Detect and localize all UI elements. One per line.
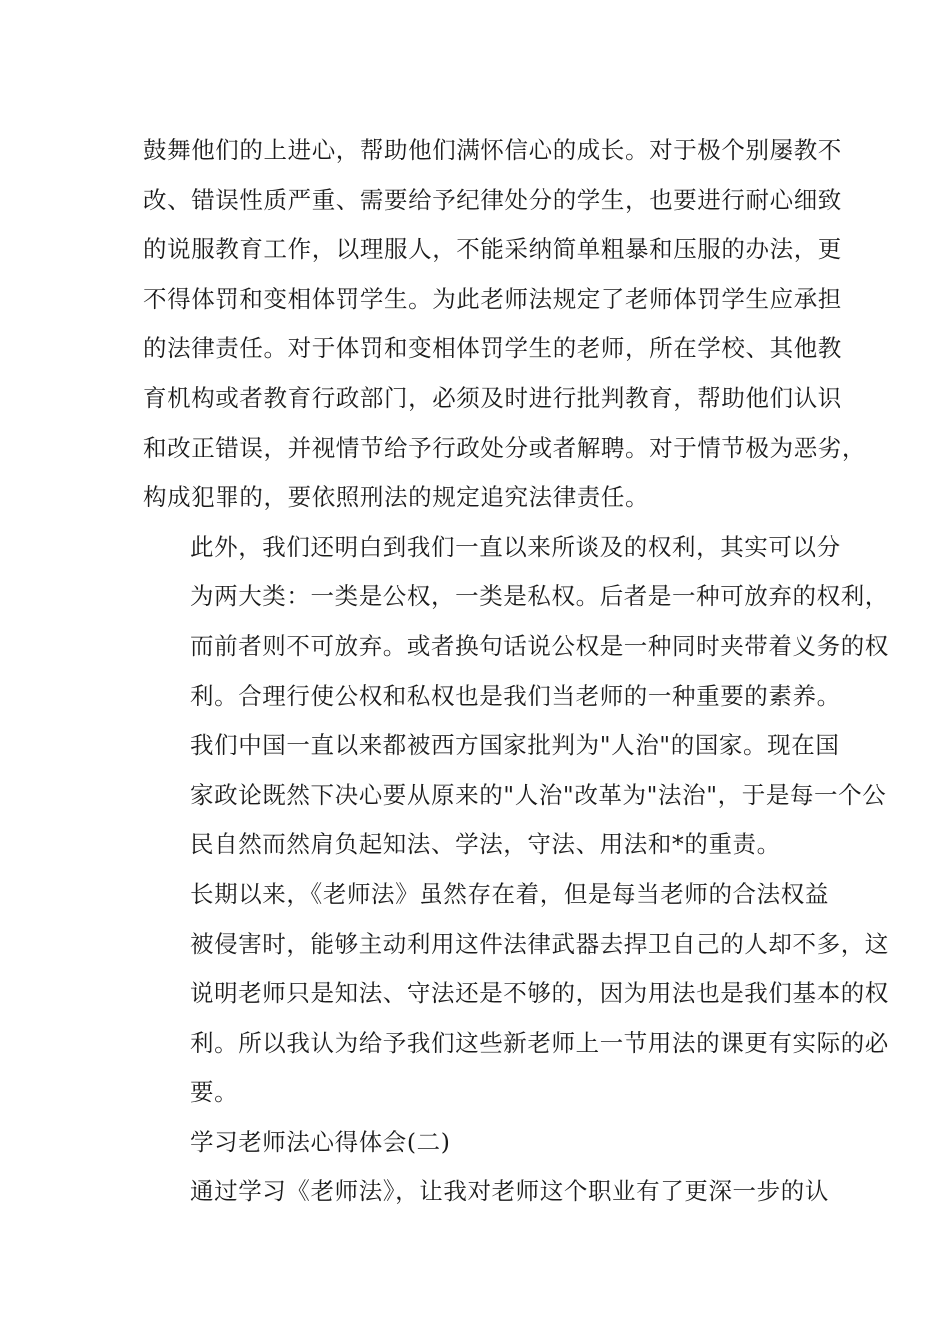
- text-line: 育机构或者教育行政部门，必须及时进行批判教育，帮助他们认识: [143, 383, 842, 412]
- paragraph-rule-of-law: [143, 721, 887, 870]
- text-line: 利。所以我认为给予我们这些新老师上一节用法的课更有实际的必: [190, 1028, 889, 1057]
- document-body: [143, 126, 889, 1217]
- text-line: 为两大类：一类是公权，一类是私权。后者是一种可放弃的权利，: [190, 582, 889, 611]
- text-line: 不得体罚和变相体罚学生。为此老师法规定了老师体罚学生应承担: [143, 284, 842, 313]
- text-line: 的法律责任。对于体罚和变相体罚学生的老师，所在学校、其他教: [143, 334, 842, 363]
- text-line: 而前者则不可放弃。或者换句话说公权是一种同时夹带着义务的权: [190, 631, 889, 660]
- paragraph-public-private-rights: [143, 523, 889, 721]
- text-line: 通过学习《老师法》，让我对老师这个职业有了更深一步的认: [190, 1177, 829, 1206]
- text-line: 鼓舞他们的上进心，帮助他们满怀信心的成长。对于极个别屡教不: [143, 136, 842, 164]
- section-heading-text: 学习老师法心得体会(二): [190, 1127, 451, 1156]
- paragraph-punishment-responsibility: [143, 126, 866, 523]
- paragraph-teacher-law-usage: [143, 870, 889, 1118]
- text-line: 我们中国一直以来都被西方国家批判为"人治"的国家。现在国: [190, 731, 840, 760]
- text-line: 家政论既然下决心要从原来的"人治"改革为"法治"，于是每一个公: [190, 780, 887, 809]
- text-line: 长期以来，《老师法》虽然存在着，但是每当老师的合法权益: [190, 879, 829, 908]
- text-line: 利。合理行使公权和私权也是我们当老师的一种重要的素养。: [190, 681, 841, 710]
- paragraph-study-reflection: [143, 1167, 829, 1217]
- text-line: 民自然而然肩负起知法、学法，守法、用法和*的重责。: [190, 830, 781, 859]
- section-heading: [143, 1118, 825, 1168]
- text-line: 要。: [190, 1078, 239, 1107]
- text-line: 说明老师只是知法、守法还是不够的，因为用法也是我们基本的权: [190, 979, 889, 1008]
- text-line: 构成犯罪的，要依照刑法的规定追究法律责任。: [143, 483, 650, 512]
- text-line: 被侵害时，能够主动利用这件法律武器去捍卫自己的人却不多，这: [190, 929, 889, 958]
- text-line: 此外，我们还明白到我们一直以来所谈及的权利，其实可以分: [190, 532, 841, 561]
- text-line: 改、错误性质严重、需要给予纪律处分的学生，也要进行耐心细致: [143, 185, 842, 214]
- text-line: 和改正错误，并视情节给予行政处分或者解聘。对于情节极为恶劣，: [143, 433, 866, 462]
- text-line: 的说服教育工作，以理服人，不能采纳简单粗暴和压服的办法，更: [143, 235, 842, 264]
